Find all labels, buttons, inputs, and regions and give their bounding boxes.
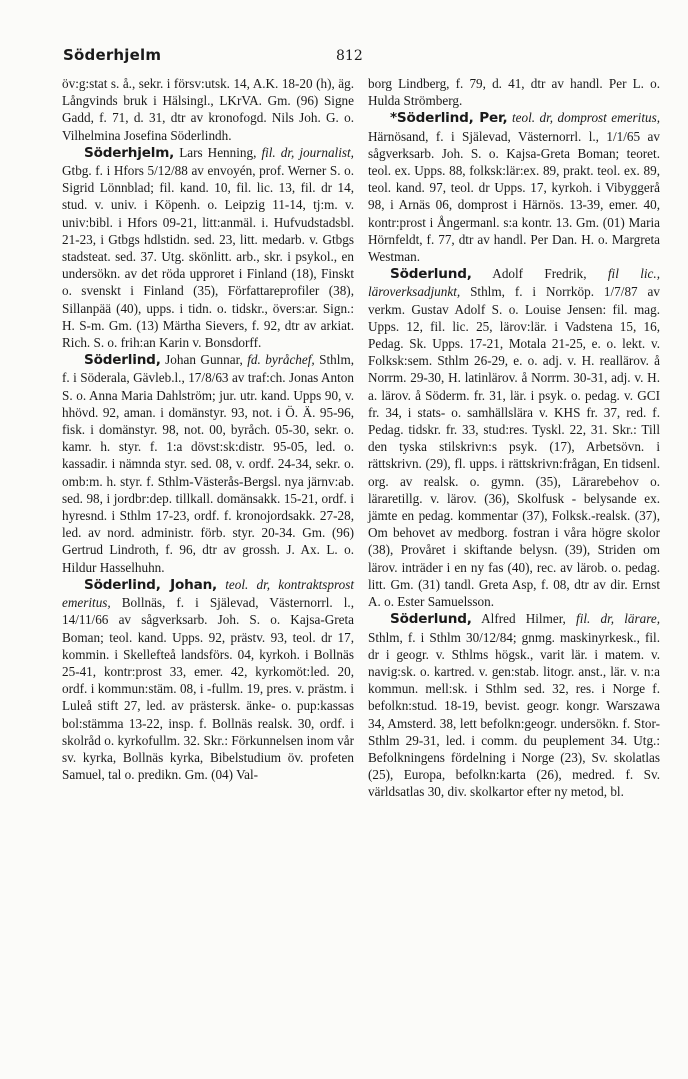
entry-name: Söderlind, Johan, <box>84 576 218 593</box>
entry-given-name: Alfred Hilmer, <box>471 611 566 627</box>
entry-soderlind-johan-gunnar <box>62 351 354 576</box>
left-column <box>62 75 354 783</box>
entry-body: Sthlm, f. i Norrköp. 1/7/87 av verkm. Gustav Adolf S. o. Louise Jensen: fil. mag. Upps. 12, fil. lic. 25, lärov:lär. i Vadstena 15, 16, Pedag. Sk. Upps. 17-21, Motala 21-25, e. o. lekt. v. Folksk:sem. Sthlm 26-29, e. o. adj. v. H. reallärov. å Norrm. 29-30, H. latinlärov. å Norrm. 30-31, adj. v. H. a. lärov. å Söderm. fr. 31, lär. i psyk. o. pedag. v. GCI fr. 34, i stats- o. samhällslära v. KHS fr. 37, red. f. Pedag. tidskr. fr. 33, stud:res. Tyskl. 22, 31. Skr.: Till den tyska stilskrivn:s psyk. (17), Arbetsövn. i rättskrivn. (29), fl. upps. i rättskrivn:frågan, En tidsenl. org. av realsk. o. gymn. (35), Lärarebehov o. läraretillg. v. lärov. (36), Skolfusk - belysande ex. jämte en pedag. kommentar (37), Folksk.-realsk. (37), Om behovet av medborg. fostran i våra högre skolor (38), Provåret i skiftande belysn. (39), Striden om lärov. inträder i en ny fas (40), rec. av lärob. o. pedag. litt. Gm. (31) tandl. Greta Asp, f. 08, dtr av dir. Ernst A. o. Ester Samuelsson. <box>368 284 660 610</box>
entry-body: borg Lindberg, f. 79, d. 41, dtr av handl. Per L. o. Hulda Strömberg. <box>368 76 660 109</box>
entry-name: Söderlind, <box>84 352 161 369</box>
entry-body: Härnösand, f. i Själevad, Västernorrl. l., 1/1/65 av sågverksarb. Joh. S. o. Kajsa-Greta Boman; teoret. teol. ex. Upps. 88, folksk:lär:ex. 89, prakt. teol. ex. 89, teol. kand. 97, teol. dr Upps. 17, kyrkoh. i Vibyggerå 98, i Arnäs 06, domprost i Härnös. 13-39, emer. 40, kontr:prost i Ångermanl. s:a kontr. 13. Gm. (01) Maria Hörnfeldt, f. 77, dtr av handl. Per Dan. H. o. Margreta Westman. <box>368 128 660 265</box>
entry-given-name: Johan Gunnar, <box>160 352 243 368</box>
entry-given-name: Lars Henning, <box>174 144 257 160</box>
entry-title: fd. byråchef, <box>242 352 315 368</box>
page-number: 812 <box>336 48 363 64</box>
entry-soderlind-per <box>368 109 660 265</box>
entry-name: *Söderlind, Per, <box>390 110 508 127</box>
entry-soderlind-johan <box>62 576 354 783</box>
entry-title: teol. dr, kontraktsprost emeritus, <box>62 576 354 611</box>
entry-soderlund-alfred-hilmer <box>368 610 660 800</box>
entry-name: Söderlund, <box>390 266 472 283</box>
entry-body: öv:g:stat s. å., sekr. i försv:utsk. 14, A.K. 18-20 (h), äg. Långvinds bruk i Hälsingl., LKrVA. Gm. (96) Signe Gadd, f. 71, d. 31, dtr av kronofogd. Nils Joh. G. o. Vilhelmina Josefina Söderlindh. <box>62 76 354 143</box>
entry-name: Söderhjelm, <box>84 144 175 161</box>
entry-continuation <box>62 75 354 144</box>
entry-body: Sthlm, f. i Söderala, Gävleb.l., 17/8/63 av traf:ch. Jonas Anton S. o. Anna Maria Dahlström; jur. utr. kand. Upps 90, v. hhövd. 92, aman. i domänstyr. 93, not. i Ö. Ä. 95-96, fisk. i domänstyr. 98, not. 00, byråch. 05-30, sekr. o. kamr. h. styr. f. 1:a dövst:sk:distr. 95-05, led. o. kassadir. i nämnda styr. sed. 08, v. ordf. 24-34, sekr. o. omb:m. h. styr. f. Sthlm-Västerås-Bergsl. nya järnv:ab. sed. 98, i jordbr:dep. tillkall. domänsakk. 15-21, ordf. i hyresnd. i Sthlm 17-23, ordf. f. kronojordsakk. 27-28, led. av nord. administr. förb. styr. 20-34. Gm. (96) Gertrud Lindroth, f. 96, dtr av grossh. J. Ax. L. o. Hildur Hasselhuhn. <box>62 352 354 575</box>
entry-body: Gtbg. f. i Hfors 5/12/88 av envoyén, prof. Werner S. o. Sigrid Lönnblad; fil. kand. 10, fil. lic. 13, fil. dr 14, stud. v. univ. i Köpenh. o. Leipzig 11-14, tj:m. v. univ:bibl. i Hfors 09-21, litt:anmäl. i. Hufvudstadsbl. 21-23, i Gtbgs hdlstidn. sed. 23, litt. medarb. v. Gtbgs stadsteat. sed. 37. Utg. skönlitt. arb., skr. i psykol., en undersökn. av det röda upproret i Finland (18), Finskt o. svenskt i Finland (35), Författareprofiler (38), Sillanpää (40), upps. i tidn. o. tidskr., övers:ar. Sign.: H. S-m. Gm. (13) Märtha Sievers, f. 92, dtr av arkiat. Rich. S. o. frih:an Karin v. Bonsdorff. <box>62 163 354 351</box>
entry-soderhjelm-lars-henning <box>62 144 354 351</box>
entry-title: fil. dr, lärare, <box>565 611 660 627</box>
entry-title: fil. dr, journalist, <box>256 144 354 160</box>
entry-body: Sthlm, f. i Sthlm 30/12/84; gnmg. maskinyrkesk., fil. dr i geogr. v. Sthlms högsk., varit lär. i matem. v. navig:sk. o. kartred. v. gen:stab. litogr. anst., lär. v. n:a kommun. mell:sk. i Sthlm sed. 32, res. i Norge f. befolkn:stud. 18-19, bevist. geogr. kongr. Warszawa 34, Amsterd. 38, lett befolkn:geogr. undersökn. f. Stor-Sthlm 29-31, led. i comm. du peuplement 34. Utg.: Befolkningens fördelning i Norge (23), Sv. skolatlas (25), Europa, befolkn:karta (26), medred. f. Sv. världsatlas 30, div. skolkartor efter ny metod, bl. <box>368 629 660 800</box>
entry-soderlund-adolf-fredrik <box>368 265 660 610</box>
entry-given-name: Adolf Fredrik, <box>471 266 587 282</box>
entry-continuation <box>368 75 660 109</box>
entry-title: teol. dr, domprost emeritus, <box>507 110 660 126</box>
entry-title: fil lic., läroverksadjunkt, <box>368 266 660 300</box>
entry-name: Söderlund, <box>390 611 472 628</box>
right-column <box>368 75 660 801</box>
running-head: Söderhjelm <box>63 46 162 64</box>
entry-body: Bollnäs, f. i Själevad, Västernorrl. l., 14/11/66 av sågverksarb. Joh. S. o. Kajsa-Greta Boman; teol. kand. Upps. 92, prästv. 93, teol. dr 17, kommin. i Skellefteå landsförs. 04, kyrkoh. i Bollnäs 25-41, kontr:prost 33, emer. 42, kyrkomöt:led. 20, ordf. i kommun:stäm. 08, i -fullm. 19, pres. v. prästm. i Luleå stift 27, led. av prästersk. änke- o. pup:kassas bol:stämma 13-22, insp. f. Bollnäs realsk. 30, ordf. i skolråd o. kyrkofullm. 32. Skr.: Förkunnelsen inom vår sv. kyrka, Bollnäs kyrka, Bibelstudium öv. profeten Samuel, tal o. predikn. Gm. (04) Val- <box>62 595 354 783</box>
